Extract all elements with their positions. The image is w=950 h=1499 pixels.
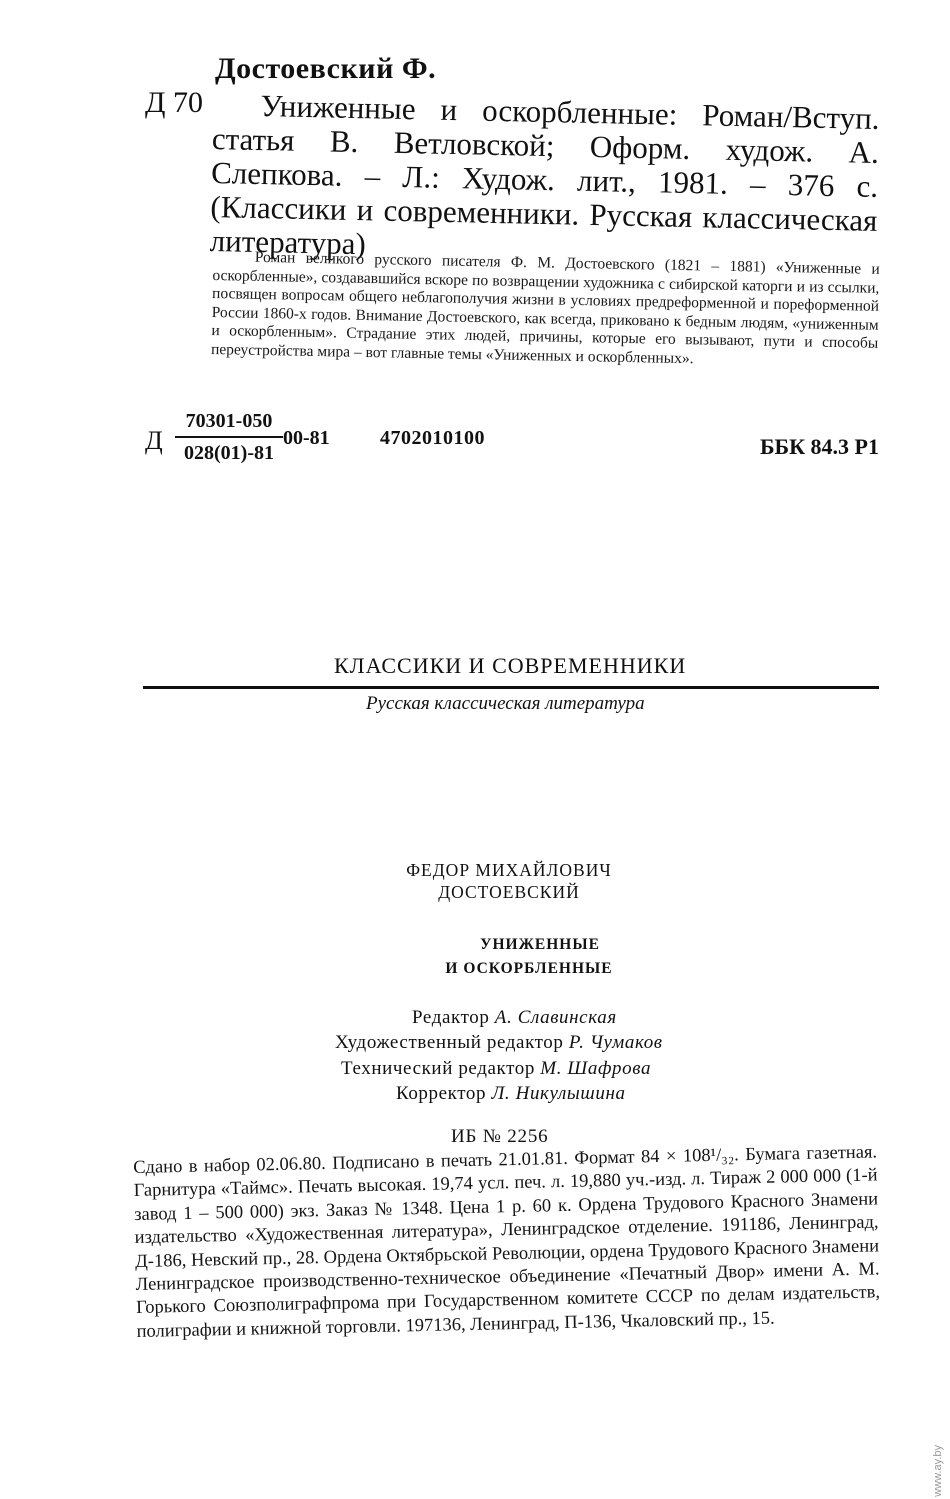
card-annotation: Роман великого русского писателя Ф. М. Достоевского (1821 – 1881) «Униженные и оскорбленные», создававшийся вскоре по возвращении художника с сибирской каторги и из ссылки, посвящен вопросам общего неблагополучия жизни в условиях предреформенной и пореформенной России 1860-х годов. Внимание Достоевского, как всегда, приковано к бедным людям, «униженным и оскорбленным». Страдание этих людей, причины, которые его вызывают, пути и способы переустройства мира – вот главные темы «Униженных и оскорбленных». (210, 248, 880, 367)
staff-name: Л. Никулышина (491, 1083, 626, 1104)
series-divider (143, 686, 879, 689)
card-bibliographic-description (209, 88, 879, 272)
code-number: 4702010100 (380, 427, 485, 449)
series-subtitle: Русская классическая литература (366, 693, 645, 714)
staff-role: Художественный редактор (335, 1032, 564, 1053)
classification-codes (145, 410, 885, 470)
staff-role: Корректор (396, 1083, 487, 1104)
series-title: КЛАССИКИ И СОВРЕМЕННИКИ (334, 653, 687, 678)
card-call-number: Д 70 (145, 86, 203, 119)
staff-editor (412, 1007, 617, 1029)
card-author: Достоевский Ф. (215, 52, 437, 85)
book-title-line-1: УНИЖЕННЫЕ (480, 936, 600, 953)
staff-role: Технический редактор (341, 1058, 535, 1079)
author-surname: ДОСТОЕВСКИЙ (438, 882, 580, 902)
code-series: 00-81 (283, 427, 330, 449)
fraction-bar (175, 436, 283, 438)
watermark: www.ay.by (932, 1445, 944, 1497)
staff-proofreader (396, 1083, 626, 1105)
author-first-names: ФЕДОР МИХАЙЛОВИЧ (406, 860, 612, 880)
code-fraction (175, 410, 283, 465)
staff-name: Р. Чумаков (568, 1032, 663, 1053)
staff-name: М. Шафрова (540, 1058, 652, 1079)
staff-art-editor (335, 1032, 663, 1054)
biblio-text: Униженные и оскорбленные: Роман/Вступ. статья В. Ветловской; Оформ. худож. А. Слепкова. – Л.: Худож. лит., 1981. – 376 с. (Классики и современники. Русская классическая литература) (209, 88, 880, 262)
book-title-line-2: И ОСКОРБЛЕННЫЕ (445, 960, 613, 977)
code-numerator: 70301-050 (185, 410, 273, 432)
bbk-code: ББК 84.3 Р1 (760, 434, 879, 459)
code-denominator: 028(01)-81 (184, 441, 274, 464)
staff-name: А. Славинская (494, 1007, 617, 1028)
imprint-block: Сдано в набор 02.06.80. Подписано в печать 21.01.81. Формат 84 × 108¹/₃₂. Бумага газетная. Гарнитура «Таймс». Печать высокая. 19,74 усл. печ. л. 19,880 уч.-изд. л. Тираж 2 000 000 (1-й завод 1 – 500 000) экз. Заказ № 1348. Цена 1 р. 60 к. Ордена Трудового Красного Знамени издательство «Художественная литература», Ленинградское отделение. 191186, Ленинград, Д-186, Невский пр., 28. Ордена Октябрьской Революции, ордена Трудового Красного Знамени Ленинградское производственно-техническое объединение «Печатный Двор» имени А. М. Горького Союзполиграфпрома при Государственном комитете СССР по делам издательств, полиграфии и книжной торговли. 197136, Ленинград, П-136, Чкаловский пр., 15. (133, 1142, 881, 1342)
code-letter: Д (145, 426, 163, 455)
staff-tech-editor (341, 1058, 651, 1080)
staff-role: Редактор (412, 1007, 490, 1028)
ib-number: ИБ № 2256 (451, 1126, 549, 1147)
